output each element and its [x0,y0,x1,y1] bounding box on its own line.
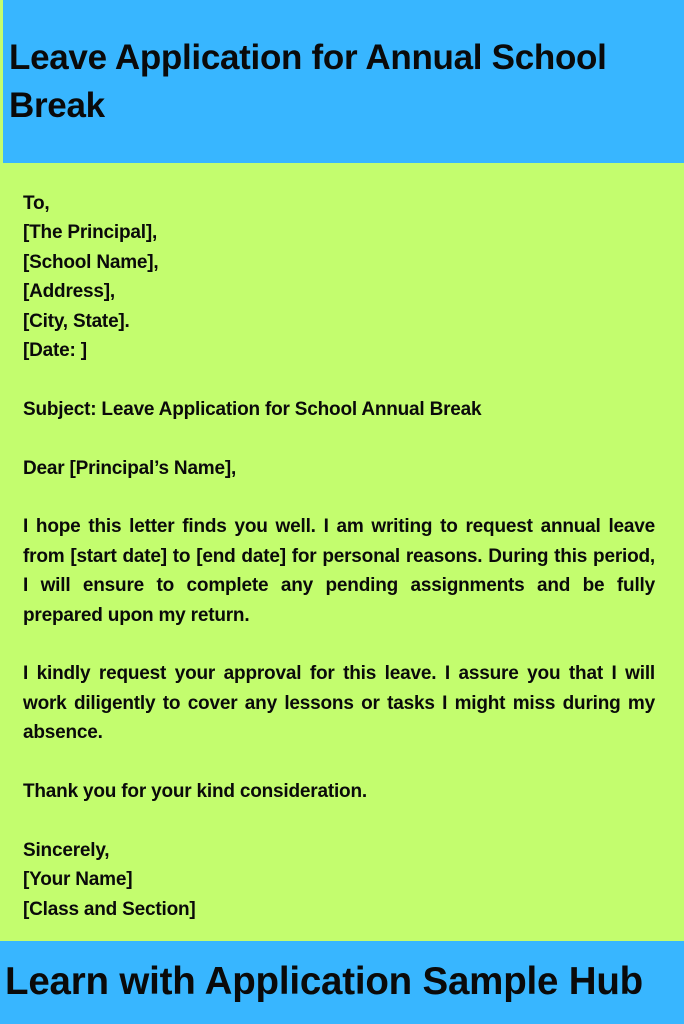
page-title: Leave Application for Annual School Break [9,38,607,125]
spacer [23,424,655,453]
address-line: [Address], [23,281,115,303]
address-line: [City, State]. [23,310,130,332]
address-line: To, [23,193,50,214]
footer-text: Learn with Application Sample Hub [5,960,643,1003]
spacer [23,483,655,512]
signature-line: [Your Name] [23,869,133,891]
spacer [23,365,655,394]
signature-line: [Class and Section] [23,898,196,920]
address-line: [School Name], [23,251,159,273]
recipient-address [23,189,655,365]
letter-paragraph: I kindly request your approval for this leave. I assure you that I will work diligently to cover any lessons or tasks I might miss during my absence. [23,663,655,744]
letter-body [23,189,655,924]
spacer [23,630,655,659]
letter-closing: Sincerely, [23,839,110,861]
letter-salutation: Dear [Principal’s Name], [23,457,237,479]
spacer [23,748,655,777]
address-line: [Date: ] [23,340,87,362]
spacer [23,806,655,835]
address-line: [The Principal], [23,222,158,244]
letter-subject: Subject: Leave Application for School Annual Break [23,398,482,420]
letter-paragraph: Thank you for your kind consideration. [23,781,367,803]
letter-paragraph: I hope this letter finds you well. I am writing to request annual leave from [start date] to [end date] for personal reasons. During this period, I will ensure to complete any pending assignments and be fully prepared upon my return. [23,516,655,626]
footer-banner [0,941,684,1024]
header-banner [3,0,684,163]
